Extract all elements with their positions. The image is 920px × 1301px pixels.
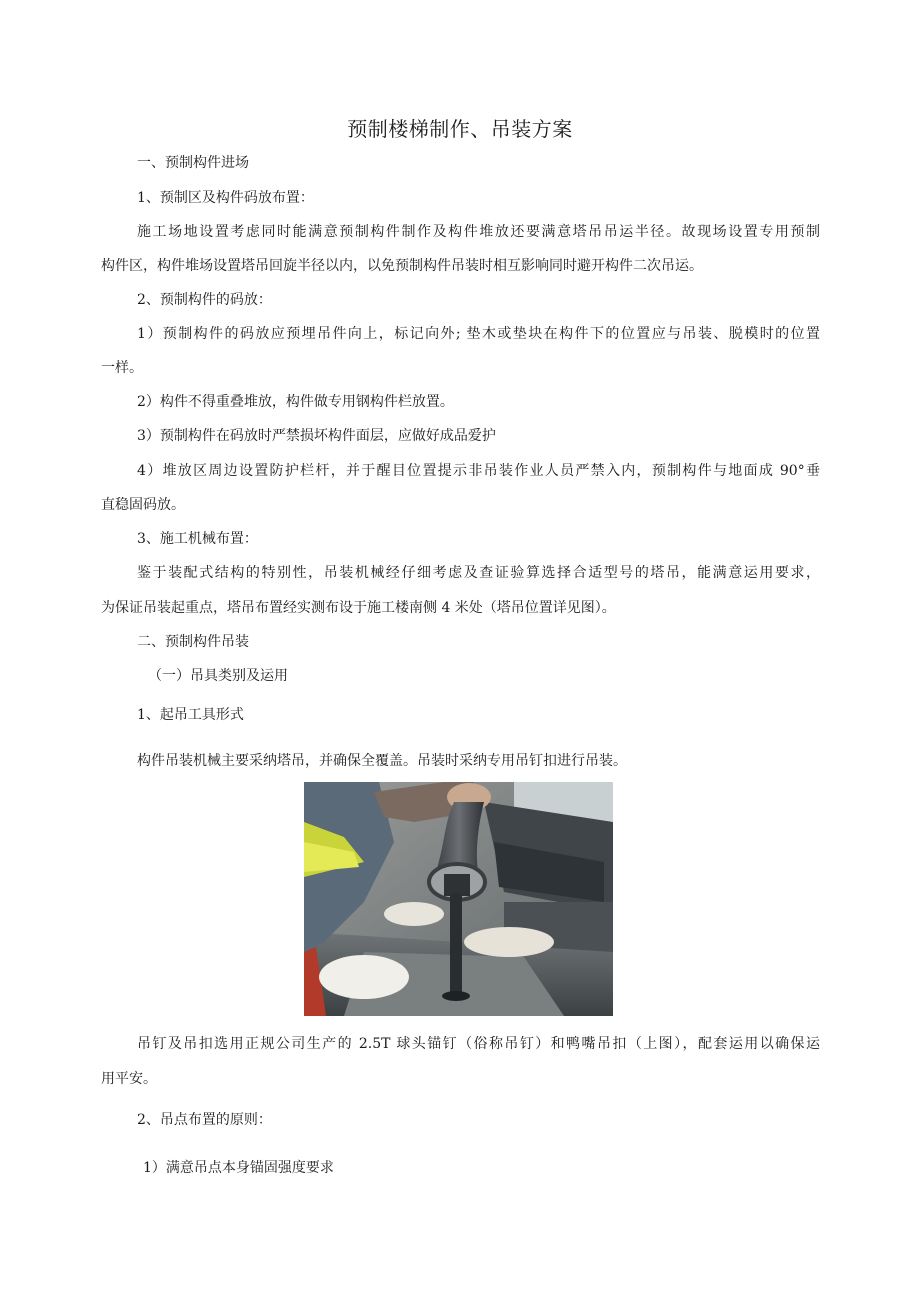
paragraph-line: 直稳固码放。 <box>101 497 185 513</box>
paragraph-line: 为保证吊装起重点，塔吊布置经实测布设于施工楼南侧 4 米处（塔吊位置详见图）。 <box>101 600 616 616</box>
paragraph-line: 吊钉及吊扣选用正规公司生产的 2.5T 球头锚钉（俗称吊钉）和鸭嘴吊扣（上图），配套运用以确保运 <box>137 1036 820 1052</box>
paragraph-line: 施工场地设置考虑同时能满意预制构件制作及构件堆放还要满意塔吊吊运半径。故现场设置专用预制 <box>137 224 820 240</box>
document-title: 预制楼梯制作、吊装方案 <box>347 117 573 141</box>
paragraph-line: 一样。 <box>101 360 143 376</box>
lifting-clutch-photo <box>304 782 613 1016</box>
list-item: 1）预制构件的码放应预埋吊件向上，标记向外; 垫木或垫块在构件下的位置应与吊装、脱模时的位置 <box>137 326 820 342</box>
subheading-1-3: 3、施工机械布置： <box>137 531 258 547</box>
section-heading-1: 一、预制构件进场 <box>137 155 249 171</box>
photo-illustration <box>304 782 613 1016</box>
list-item: 1）满意吊点本身锚固强度要求 <box>143 1160 334 1176</box>
paragraph-line: 构件区，构件堆场设置塔吊回旋半径以内，以免预制构件吊装时相互影响同时避开构件二次吊运。 <box>101 258 703 274</box>
subheading-1-1: 1、预制区及构件码放布置： <box>137 190 314 206</box>
list-item: 3）预制构件在码放时严禁损坏构件面层，应做好成品爱护 <box>137 428 496 444</box>
paragraph-line: 鉴于装配式结构的特别性，吊装机械经仔细考虑及查证验算选择合适型号的塔吊，能满意运用要求， <box>137 565 820 581</box>
paragraph-line: 用平安。 <box>101 1071 157 1087</box>
section-heading-2: 二、预制构件吊装 <box>137 634 249 650</box>
list-item: 4）堆放区周边设置防护栏杆，并于醒目位置提示非吊装作业人员严禁入内，预制构件与地面成 90°垂 <box>137 463 820 479</box>
subheading-2-1-1: 1、起吊工具形式 <box>137 707 244 723</box>
paragraph-line: 构件吊装机械主要采纳塔吊，并确保全覆盖。吊装时采纳专用吊钉扣进行吊装。 <box>137 753 627 769</box>
subheading-2-1-2: 2、吊点布置的原则： <box>137 1112 272 1128</box>
subheading-2-1: （一）吊具类别及运用 <box>148 668 288 684</box>
list-item: 2）构件不得重叠堆放，构件做专用钢构件栏放置。 <box>137 394 454 410</box>
subheading-1-2: 2、预制构件的码放： <box>137 292 272 308</box>
